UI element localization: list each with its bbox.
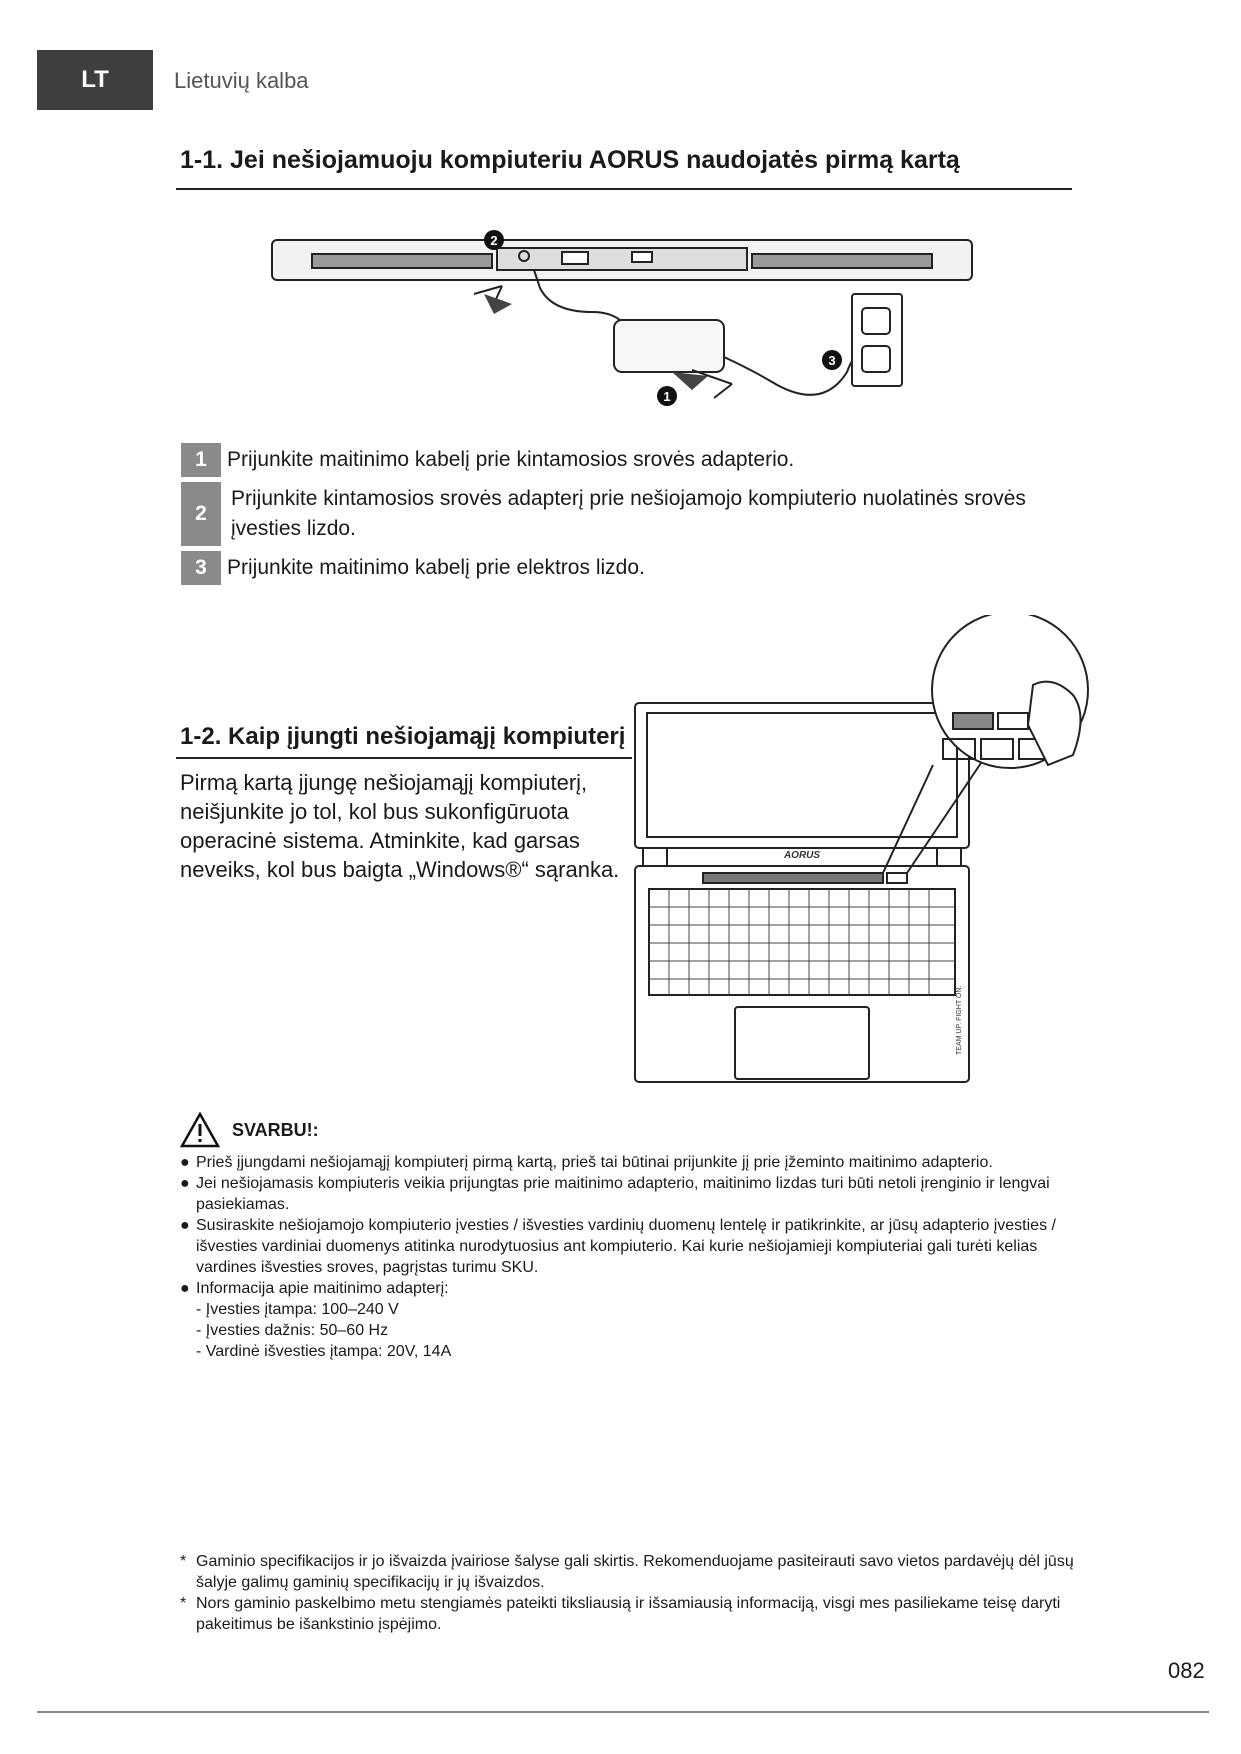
callout-2: 2 bbox=[490, 233, 498, 248]
footnote: * Gaminio specifikacijos ir jo išvaizda įvairiose šalyse gali skirtis. Rekomenduojame pasiteirauti savo vietos pardavėjų dėl jūsų šalyje galimų gaminių specifikacijų ir jų išvaizdos. bbox=[180, 1553, 1074, 1591]
callout-3: 3 bbox=[828, 353, 836, 368]
section2-title: 1-2. Kaip įjungti nešiojamąjį kompiuterį bbox=[180, 723, 626, 750]
adapter-output-rating: - Vardinė išvesties įtampa: 20V, 14A bbox=[196, 1343, 452, 1360]
step-1 bbox=[181, 443, 1081, 477]
adapter-input-frequency: - Įvesties dažnis: 50–60 Hz bbox=[196, 1322, 389, 1339]
important-header bbox=[180, 1112, 319, 1148]
bottom-rule bbox=[37, 1711, 1209, 1713]
page-number: 082 bbox=[1168, 1658, 1205, 1683]
adapter-input-voltage: - Įvesties įtampa: 100–240 V bbox=[196, 1301, 399, 1318]
note-item: ● Jei nešiojamasis kompiuteris veikia prijungtas prie maitinimo adapterio, maitinimo lizdas turi būti netoli įrenginio ir lengvai pasiekiamas. bbox=[180, 1175, 1050, 1213]
connection-steps bbox=[181, 443, 1081, 590]
step-number: 3 bbox=[181, 551, 221, 585]
section1-title: 1-1. Jei nešiojamuoju kompiuteriu AORUS naudojatės pirmą kartą bbox=[180, 146, 960, 174]
laptop-logo: AORUS bbox=[783, 850, 821, 861]
language-tab: LT bbox=[37, 50, 153, 110]
step-3 bbox=[181, 551, 1081, 585]
step-text: Prijunkite maitinimo kabelį prie elektros lizdo. bbox=[227, 556, 645, 579]
bullet: ● bbox=[180, 1217, 190, 1234]
step-2 bbox=[181, 482, 1081, 546]
footnotes bbox=[180, 1551, 1080, 1635]
note-item: ● Informacija apie maitinimo adapterį: bbox=[180, 1280, 449, 1297]
step-text: Prijunkite maitinimo kabelį prie kintamosios srovės adapterio. bbox=[227, 448, 795, 471]
language-name: Lietuvių kalba bbox=[174, 68, 309, 93]
note-item: ● Susiraskite nešiojamojo kompiuterio įvesties / išvesties vardinių duomenų lentelę ir patikrinkite, ar jūsų adapterio įvesties / išvesties vardiniai duomenys atitinka nurodytuosius ant kompiuterio. Kai kurie nešiojamieji kompiuteriai gali turėti kelias vardines išvesties sroves, pagrįstas turimu SKU. bbox=[180, 1217, 1056, 1276]
laptop-power-button-illustration bbox=[633, 615, 1093, 1090]
step-number: 2 bbox=[181, 482, 221, 546]
callout-1: 1 bbox=[663, 389, 671, 404]
section1-rule bbox=[176, 188, 1072, 190]
important-notes bbox=[180, 1152, 1080, 1362]
section2-rule bbox=[176, 757, 632, 759]
power-on-instructions: Pirmą kartą įjungę nešiojamąjį kompiuterį, neišjunkite jo tol, kol bus sukonfigūruota operacinė sistema. Atminkite, kad garsas neveiks, kol bus baigta „Windows®“ sąranka. bbox=[180, 770, 620, 882]
bullet: ● bbox=[180, 1175, 190, 1192]
footnote: * Nors gaminio paskelbimo metu stengiamės pateikti tiksliausią ir išsamiausią informaciją, visgi mes pasiliekame teisę daryti pakeitimus be išankstinio įspėjimo. bbox=[180, 1595, 1061, 1633]
note-item: ● Prieš įjungdami nešiojamąjį kompiuterį pirmą kartą, prieš tai būtinai prijunkite jį prie įžeminto maitinimo adapterio. bbox=[180, 1154, 993, 1171]
bullet: ● bbox=[180, 1280, 190, 1297]
step-number: 1 bbox=[181, 443, 221, 477]
power-connection-illustration bbox=[262, 222, 982, 422]
laptop-side-text: TEAM UP. FIGHT ON. bbox=[956, 985, 963, 1055]
warning-icon bbox=[180, 1112, 220, 1148]
important-title: SVARBU!: bbox=[232, 1119, 319, 1140]
bullet: ● bbox=[180, 1154, 190, 1171]
step-text: Prijunkite kintamosios srovės adapterį prie nešiojamojo kompiuterio nuolatinės srovės įvesties lizdo. bbox=[231, 487, 1026, 540]
